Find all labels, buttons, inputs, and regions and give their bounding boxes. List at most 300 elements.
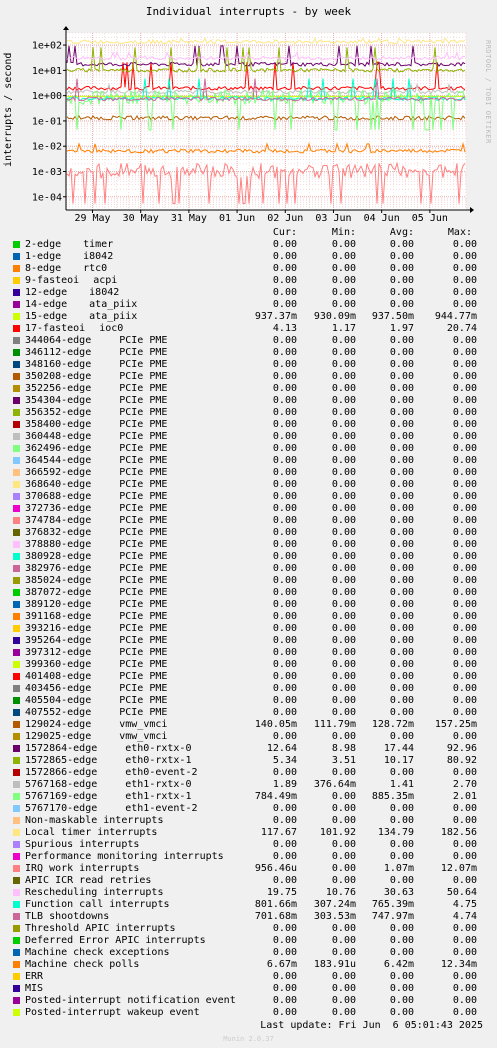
series-description: rtc0 [83,263,108,274]
legend-value-min: 0.00 [331,395,356,406]
legend-value-avg: 0.00 [389,971,414,982]
series-name: 385024-edge [25,575,92,586]
series-name: Threshold APIC interrupts [25,923,176,934]
legend-row [0,755,497,767]
legend-row [0,515,497,527]
legend-label [25,647,167,658]
legend-value-cur: 0.00 [272,623,297,634]
series-name: Machine check exceptions [25,947,170,958]
legend-value-cur: 0.00 [272,407,297,418]
legend-value-min: 183.91u [313,959,356,970]
legend-value-cur: 0.00 [272,599,297,610]
legend-value-avg: 0.00 [389,263,414,274]
legend-swatch [13,589,20,596]
legend-swatch [13,349,20,356]
rrdtool-credit: RRDTOOL / TOBI OETIKER [484,40,492,144]
legend-swatch [13,985,20,992]
series-name: 354304-edge [25,395,92,406]
legend-swatch [13,289,20,296]
series-description: PCIe PME [119,695,168,706]
x-tick-label: 01 Jun [219,213,256,224]
series-description: i8042 [83,251,114,262]
legend-value-min: 3.51 [331,755,356,766]
legend-value-min: 8.98 [331,743,356,754]
legend-label [25,791,191,802]
legend-value-avg: 0.00 [389,839,414,850]
legend-value-min: 0.00 [331,467,356,478]
legend-label [25,491,167,502]
legend-row [0,479,497,491]
legend-value-avg: 0.00 [389,1007,414,1018]
legend-row [0,311,497,323]
legend-label [25,755,191,766]
legend-value-cur: 0.00 [272,395,297,406]
legend-value-min: 0.00 [331,875,356,886]
legend-swatch [13,277,20,284]
legend-value-min: 101.92 [319,827,356,838]
legend-swatch [13,397,20,404]
legend-row [0,287,497,299]
legend-value-min: 0.00 [331,599,356,610]
series-name: Local timer interrupts [25,827,158,838]
column-header-avg: Avg: [389,227,414,238]
legend-value-max: 0.00 [452,707,477,718]
legend-swatch [13,901,20,908]
legend-value-cur: 0.00 [272,659,297,670]
legend-value-avg: 0.00 [389,707,414,718]
legend-value-max: 0.00 [452,359,477,370]
legend-row [0,419,497,431]
series-name: ERR [25,971,44,982]
legend-value-avg: 0.00 [389,875,414,886]
legend-row [0,863,497,875]
legend-value-cur: 0.00 [272,503,297,514]
legend-value-cur: 0.00 [272,587,297,598]
legend-row [0,491,497,503]
legend-swatch [13,733,20,740]
legend-value-min: 0.00 [331,647,356,658]
legend-value-max: 0.00 [452,419,477,430]
series-description: PCIe PME [119,347,168,358]
legend-label [25,707,167,718]
legend-value-cur: 0.00 [272,611,297,622]
legend-value-min: 0.00 [331,971,356,982]
legend-value-avg: 0.00 [389,467,414,478]
series-description: PCIe PME [119,611,168,622]
legend-value-cur: 0.00 [272,815,297,826]
legend-row [0,995,497,1007]
legend-row [0,671,497,683]
legend-value-max: 2.70 [452,779,477,790]
legend-value-min: 0.00 [331,335,356,346]
legend-value-avg: 0.00 [389,923,414,934]
legend-swatch [13,781,20,788]
legend-label [25,659,167,670]
legend-swatch [13,505,20,512]
legend-value-cur: 0.00 [272,539,297,550]
legend-value-avg: 17.44 [383,743,414,754]
legend-label [25,923,176,934]
legend-row [0,839,497,851]
legend-value-max: 0.00 [452,431,477,442]
y-tick-label: 1e+02 [31,40,62,52]
legend-value-avg: 0.00 [389,455,414,466]
series-name: 17-fasteoi [25,323,86,334]
legend-label [25,671,167,682]
legend-value-cur: 0.00 [272,707,297,718]
y-axis-arrow [63,26,69,30]
legend-value-max: 4.74 [452,911,477,922]
column-header-max: Max: [447,227,472,238]
legend-swatch [13,565,20,572]
legend-value-max: 0.00 [452,575,477,586]
legend-value-cur: 6.67m [266,959,297,970]
x-tick-label: 05 Jun [411,213,448,224]
legend-swatch [13,553,20,560]
legend-label [25,335,167,346]
y-axis-label: interrupts / second [3,52,14,168]
legend-value-cur: 0.00 [272,467,297,478]
series-name: 348160-edge [25,359,92,370]
legend-value-avg: 0.00 [389,623,414,634]
y-tick-label: 1e-04 [31,192,62,204]
legend-label [25,359,167,370]
legend-swatch [13,865,20,872]
x-tick-label: 31 May [170,213,207,224]
legend-value-avg: 0.00 [389,251,414,262]
series-description: eth1-rxtx-0 [125,779,192,790]
legend-row [0,503,497,515]
legend-value-max: 0.00 [452,851,477,862]
legend-swatch [13,517,20,524]
legend-value-cur: 0.00 [272,383,297,394]
legend-value-avg: 0.00 [389,443,414,454]
series-name: 358400-edge [25,419,92,430]
series-name: 129024-edge [25,719,92,730]
legend-value-min: 0.00 [331,671,356,682]
legend-value-cur: 0.00 [272,491,297,502]
legend-value-avg: 0.00 [389,479,414,490]
legend-label [25,731,167,742]
legend-label [25,815,163,826]
legend-row [0,563,497,575]
legend-value-avg: 0.00 [389,611,414,622]
legend-value-max: 0.00 [452,371,477,382]
legend-value-max: 0.00 [452,563,477,574]
legend-value-cur: 701.68m [254,911,297,922]
legend-value-min: 0.00 [331,803,356,814]
legend-label [25,371,167,382]
legend-value-avg: 0.00 [389,383,414,394]
legend-swatch [13,421,20,428]
legend-value-cur: 0.00 [272,683,297,694]
legend-swatch [13,793,20,800]
legend-label [25,683,167,694]
legend-value-cur: 140.05m [254,719,297,730]
legend-swatch [13,685,20,692]
legend-label [25,431,167,442]
legend-row [0,767,497,779]
legend-row [0,815,497,827]
legend-value-min: 0.00 [331,527,356,538]
legend-value-cur: 0.00 [272,563,297,574]
legend-value-max: 0.00 [452,239,477,250]
legend-value-avg: 0.00 [389,551,414,562]
series-description: PCIe PME [119,383,168,394]
legend-label [25,443,167,454]
legend-swatch [13,757,20,764]
x-tick-label: 04 Jun [363,213,400,224]
legend-label [25,551,167,562]
legend-label [25,839,139,850]
legend-value-min: 0.00 [331,239,356,250]
legend-value-min: 0.00 [331,935,356,946]
legend-row [0,983,497,995]
legend-value-max: 0.00 [452,335,477,346]
legend-value-min: 0.00 [331,407,356,418]
legend-value-cur: 0.00 [272,983,297,994]
legend-value-avg: 0.00 [389,395,414,406]
legend-row [0,575,497,587]
legend-value-avg: 0.00 [389,359,414,370]
series-description: PCIe PME [119,563,168,574]
legend-value-avg: 0.00 [389,947,414,958]
legend-swatch [13,973,20,980]
legend-swatch [13,997,20,1004]
series-description: ioc0 [99,323,124,334]
legend-value-min: 0.00 [331,539,356,550]
series-name: 344064-edge [25,335,92,346]
legend-value-avg: 0.00 [389,299,414,310]
legend-value-cur: 0.00 [272,251,297,262]
legend-value-avg: 0.00 [389,419,414,430]
series-name: TLB shootdowns [25,911,110,922]
series-name: 350208-edge [25,371,92,382]
series-name: 401408-edge [25,671,92,682]
legend-value-min: 0.00 [331,611,356,622]
legend-row [0,371,497,383]
legend-value-max: 944.77m [434,311,477,322]
series-description: i8042 [89,287,120,298]
legend-row [0,647,497,659]
legend-swatch [13,841,20,848]
series-name: 389120-edge [25,599,92,610]
legend-swatch [13,541,20,548]
legend-value-cur: 0.00 [272,371,297,382]
series-name: 2-edge [25,239,62,250]
legend-value-max: 0.00 [452,587,477,598]
x-tick-label: 02 Jun [267,213,304,224]
legend-value-cur: 0.00 [272,275,297,286]
legend-swatch [13,481,20,488]
legend-row [0,239,497,251]
legend-value-cur: 0.00 [272,851,297,862]
legend-label [25,779,191,790]
legend-value-avg: 0.00 [389,683,414,694]
legend-value-avg: 0.00 [389,539,414,550]
series-description: eth0-event-2 [125,767,198,778]
legend-swatch [13,313,20,320]
series-description: PCIe PME [119,479,168,490]
legend-value-avg: 0.00 [389,599,414,610]
legend-value-avg: 0.00 [389,515,414,526]
legend-row [0,791,497,803]
legend-value-min: 0.00 [331,299,356,310]
legend-label [25,383,167,394]
column-header-min: Min: [331,227,356,238]
legend-value-min: 0.00 [331,623,356,634]
legend-label [25,323,123,334]
chart-title: Individual interrupts - by week [145,5,352,18]
series-description: PCIe PME [119,575,168,586]
legend-value-cur: 0.00 [272,635,297,646]
legend-value-min: 0.00 [331,767,356,778]
legend-swatch [13,265,20,272]
legend-swatch [13,529,20,536]
legend-swatch [13,241,20,248]
legend-label [25,299,137,310]
series-description: PCIe PME [119,647,168,658]
legend-value-cur: 12.64 [266,743,297,754]
series-description: PCIe PME [119,683,168,694]
series-description: vmw_vmci [119,731,168,742]
legend-value-max: 0.00 [452,383,477,394]
series-name: 356352-edge [25,407,92,418]
series-name: Machine check polls [25,959,140,970]
legend-swatch [13,721,20,728]
legend-value-min: 0.00 [331,815,356,826]
legend-value-max: 12.07m [440,863,477,874]
legend-value-min: 307.24m [313,899,356,910]
legend-value-avg: 0.00 [389,935,414,946]
legend-value-cur: 0.00 [272,995,297,1006]
x-tick-label: 29 May [74,213,111,224]
series-name: Rescheduling interrupts [25,887,164,898]
series-name: 366592-edge [25,467,92,478]
legend-swatch [13,889,20,896]
series-description: vmw_vmci [119,719,168,730]
legend-swatch [13,661,20,668]
legend-value-max: 0.00 [452,299,477,310]
legend-value-avg: 0.00 [389,335,414,346]
legend-label [25,575,167,586]
legend-value-max: 0.00 [452,263,477,274]
legend-value-avg: 765.39m [371,899,414,910]
series-name: Spurious interrupts [25,839,140,850]
legend-swatch [13,913,20,920]
legend-label [25,959,139,970]
legend-value-cur: 0.00 [272,527,297,538]
series-description: eth1-event-2 [125,803,198,814]
legend-value-max: 92.96 [446,743,477,754]
series-name: 360448-edge [25,431,92,442]
legend-value-min: 0.00 [331,383,356,394]
legend-swatch [13,493,20,500]
legend-value-min: 0.00 [331,479,356,490]
x-axis-arrow [470,207,474,213]
legend-value-max: 0.00 [452,503,477,514]
legend-value-max: 0.00 [452,599,477,610]
legend-value-avg: 0.00 [389,695,414,706]
legend-label [25,623,167,634]
legend-swatch [13,937,20,944]
x-tick-label: 03 Jun [315,213,352,224]
legend-label [25,251,113,262]
series-name: 403456-edge [25,683,92,694]
legend-swatch [13,805,20,812]
legend-row [0,971,497,983]
legend-value-min: 0.00 [331,695,356,706]
legend-value-min: 0.00 [331,923,356,934]
series-name: Performance monitoring interrupts [25,851,224,862]
series-description: PCIe PME [119,599,168,610]
legend-value-cur: 0.00 [272,515,297,526]
legend-label [25,911,109,922]
legend-value-avg: 30.63 [383,887,414,898]
series-description: PCIe PME [119,635,168,646]
legend-label [25,263,107,274]
series-description: eth0-rxtx-0 [125,743,192,754]
legend-value-min: 0.00 [331,731,356,742]
legend-row [0,347,497,359]
legend-value-min: 0.00 [331,635,356,646]
legend-value-cur: 1.89 [272,779,297,790]
legend-swatch [13,613,20,620]
legend-value-min: 0.00 [331,839,356,850]
legend-value-max: 0.00 [452,443,477,454]
legend-label [25,947,170,958]
series-description: eth1-rxtx-1 [125,791,192,802]
legend-value-min: 0.00 [331,515,356,526]
series-name: APIC ICR read retries [25,875,152,886]
legend-value-avg: 1.97 [389,323,414,334]
legend-value-cur: 0.00 [272,335,297,346]
last-update: Last update: Fri Jun 6 05:01:43 2025 [260,1020,483,1031]
legend-label [25,287,119,298]
legend-swatch [13,457,20,464]
series-description: PCIe PME [119,335,168,346]
series-name: 380928-edge [25,551,92,562]
legend-label [25,635,167,646]
series-name: 405504-edge [25,695,92,706]
series-name: 368640-edge [25,479,92,490]
legend-swatch [13,625,20,632]
legend-value-min: 0.00 [331,275,356,286]
legend-swatch [13,469,20,476]
legend-value-min: 0.00 [331,371,356,382]
legend-value-min: 0.00 [331,707,356,718]
legend-value-min: 0.00 [331,863,356,874]
legend-label [25,275,117,286]
legend-label [25,971,43,982]
legend-row [0,743,497,755]
legend-row [0,935,497,947]
series-description: PCIe PME [119,539,168,550]
series-name: 346112-edge [25,347,92,358]
series-name: 129025-edge [25,731,92,742]
legend-value-cur: 0.00 [272,935,297,946]
series-description: timer [83,239,114,250]
legend-value-min: 0.00 [331,455,356,466]
legend-swatch [13,961,20,968]
legend-swatch [13,817,20,824]
legend-value-avg: 0.00 [389,503,414,514]
legend-row [0,635,497,647]
legend-row [0,659,497,671]
legend-value-avg: 885.35m [371,791,414,802]
legend-value-min: 0.00 [331,947,356,958]
legend-label [25,587,167,598]
